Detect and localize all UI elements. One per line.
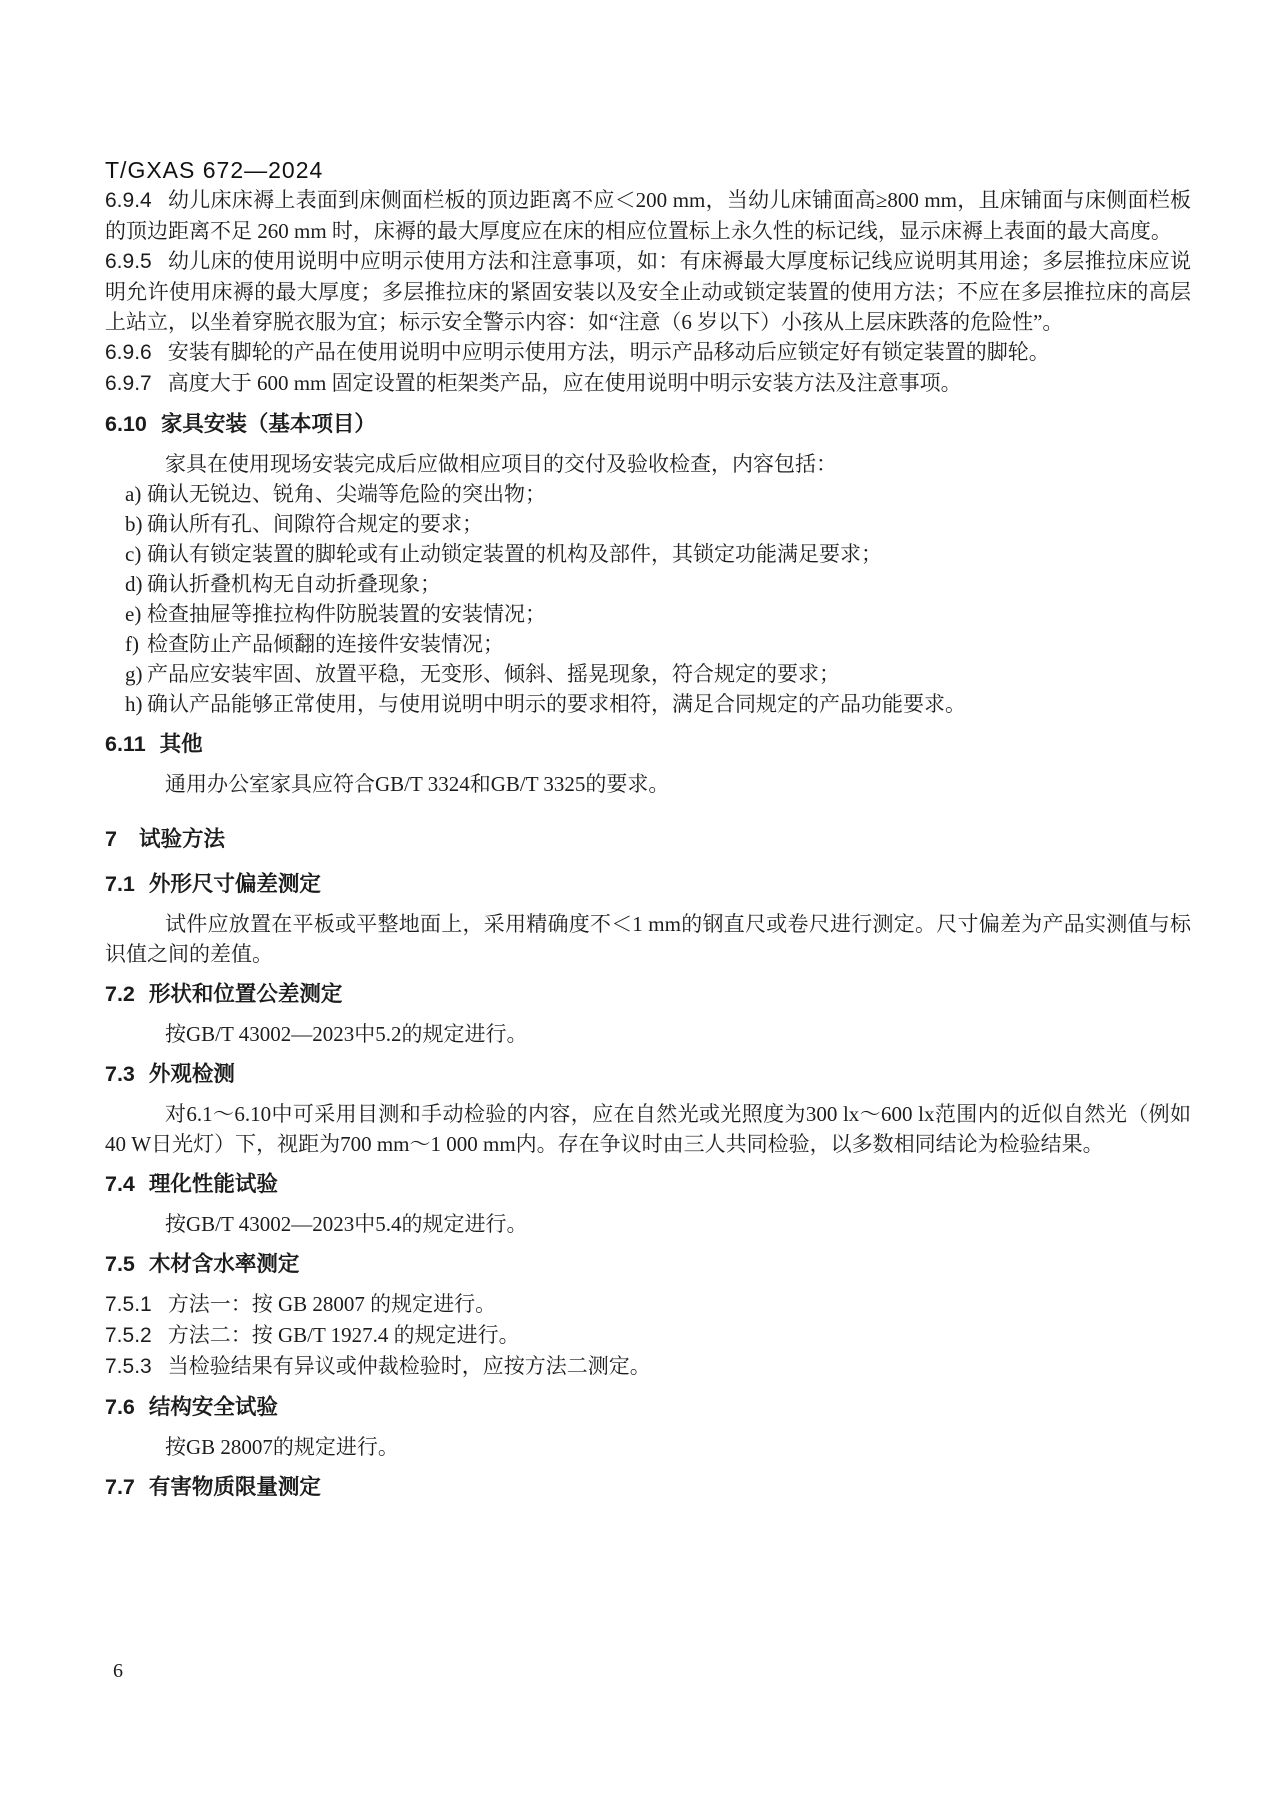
heading-number: 7.4 (105, 1172, 135, 1196)
clause-text: 安装有脚轮的产品在使用说明中应明示使用方法，明示产品移动后应锁定好有锁定装置的脚轮。 (167, 340, 1050, 364)
clause-text: 当检验结果有异议或仲裁检验时，应按方法二测定。 (167, 1354, 651, 1378)
clause-text: 幼儿床的使用说明中应明示使用方法和注意事项，如：有床褥最大厚度标记线应说明其用途；多层推拉床应说明允许使用床褥的最大厚度；多层推拉床的紧固安装以及安全止动或锁定装置的使用方法；不应在多层推拉床的高层上站立，以坐着穿脱衣服为宜；标示安全警示内容：如“注意（6 岁以下）小孩从上层床跌落的危险性”。 (105, 249, 1191, 334)
list-item-label: d) (125, 572, 143, 596)
clause-7-5-3 (105, 1351, 1191, 1382)
heading-number: 6.11 (105, 732, 146, 756)
acceptance-check-list (105, 479, 1191, 719)
heading-title: 结构安全试验 (148, 1395, 278, 1419)
heading-7-2 (105, 979, 1191, 1009)
clause-number: 6.9.4 (105, 189, 152, 212)
clause-number: 7.5.2 (105, 1324, 152, 1347)
list-item-text: 确认产品能够正常使用，与使用说明中明示的要求相符，满足合同规定的产品功能要求。 (147, 692, 966, 716)
list-item (105, 539, 1191, 569)
heading-number: 7.1 (105, 872, 135, 896)
heading-title: 外形尺寸偏差测定 (148, 872, 321, 896)
clause-number: 6.9.5 (105, 250, 152, 273)
list-item-label: f) (125, 632, 139, 656)
list-item-label: h) (125, 692, 143, 716)
list-item-label: g) (125, 662, 143, 686)
list-item-label: a) (125, 482, 142, 506)
paragraph-6-11: 通用办公室家具应符合GB/T 3324和GB/T 3325的要求。 (165, 772, 670, 796)
paragraph-7-6: 按GB 28007的规定进行。 (165, 1435, 399, 1459)
list-item-text: 产品应安装牢固、放置平稳，无变形、倾斜、摇晃现象，符合规定的要求； (147, 662, 840, 686)
heading-7-5 (105, 1249, 1191, 1279)
paragraph-6-10-intro: 家具在使用现场安装完成后应做相应项目的交付及验收检查，内容包括： (165, 452, 837, 476)
list-item (105, 629, 1191, 659)
list-item (105, 659, 1191, 689)
list-item (105, 689, 1191, 719)
heading-6-11 (105, 729, 1191, 759)
heading-7-4 (105, 1169, 1191, 1199)
heading-title: 试验方法 (138, 827, 225, 851)
standard-number: T/GXAS 672—2024 (105, 157, 324, 183)
clause-text: 幼儿床床褥上表面到床侧面栏板的顶边距离不应＜200 mm，当幼儿床铺面高≥800 mm，且床铺面与床侧面栏板的顶边距离不足 260 mm 时，床褥的最大厚度应在床的相应位置标上永久性的标记线，显示床褥上表面的最大高度。 (105, 188, 1191, 243)
heading-number: 7.2 (105, 982, 135, 1006)
list-item (105, 569, 1191, 599)
list-item-text: 检查防止产品倾翻的连接件安装情况； (147, 632, 504, 656)
heading-title: 木材含水率测定 (148, 1252, 300, 1276)
list-item-text: 确认无锐边、锐角、尖端等危险的突出物； (147, 482, 546, 506)
heading-number: 7.7 (105, 1475, 135, 1499)
list-item (105, 599, 1191, 629)
list-item-text: 检查抽屉等推拉构件防脱装置的安装情况； (147, 602, 546, 626)
clause-text: 方法一：按 GB 28007 的规定进行。 (167, 1292, 497, 1316)
heading-number: 7.3 (105, 1062, 135, 1086)
list-item-label: b) (125, 512, 143, 536)
paragraph-7-1: 试件应放置在平板或平整地面上，采用精确度不＜1 mm的钢直尺或卷尺进行测定。尺寸偏差为产品实测值与标识值之间的差值。 (105, 912, 1191, 966)
clause-7-5-2 (105, 1320, 1191, 1351)
page-content (105, 155, 1191, 1512)
clause-6-9-5 (105, 246, 1191, 337)
standard-number-header (105, 155, 1191, 185)
heading-title: 形状和位置公差测定 (148, 982, 343, 1006)
clause-number: 7.5.3 (105, 1355, 152, 1378)
heading-title: 有害物质限量测定 (148, 1475, 321, 1499)
heading-title: 理化性能试验 (148, 1172, 278, 1196)
list-item-text: 确认有锁定装置的脚轮或有止动锁定装置的机构及部件，其锁定功能满足要求； (147, 542, 882, 566)
paragraph-7-2: 按GB/T 43002—2023中5.2的规定进行。 (165, 1022, 528, 1046)
clause-6-9-7 (105, 368, 1191, 399)
heading-title: 家具安装（基本项目） (160, 412, 376, 436)
list-item (105, 509, 1191, 539)
document-body (105, 185, 1191, 1502)
clause-number: 6.9.6 (105, 341, 152, 364)
clause-text: 高度大于 600 mm 固定设置的柜架类产品，应在使用说明中明示安装方法及注意事项。 (167, 371, 962, 395)
heading-7-3 (105, 1059, 1191, 1089)
clause-6-9-4 (105, 185, 1191, 246)
page-number: 6 (113, 1660, 123, 1682)
heading-7-7 (105, 1472, 1191, 1502)
clause-number: 6.9.7 (105, 372, 152, 395)
clause-7-5-1 (105, 1289, 1191, 1320)
list-item-text: 确认折叠机构无自动折叠现象； (147, 572, 441, 596)
heading-7-1 (105, 869, 1191, 899)
paragraph-7-4: 按GB/T 43002—2023中5.4的规定进行。 (165, 1212, 528, 1236)
heading-chapter-7 (105, 824, 1191, 854)
clause-6-9-6 (105, 337, 1191, 368)
heading-title: 其他 (159, 732, 203, 756)
list-item-text: 确认所有孔、间隙符合规定的要求； (147, 512, 483, 536)
list-item-label: e) (125, 602, 142, 626)
heading-number: 7 (105, 827, 117, 851)
heading-number: 7.6 (105, 1395, 135, 1419)
heading-7-6 (105, 1392, 1191, 1422)
paragraph-7-3: 对6.1～6.10中可采用目测和手动检验的内容，应在自然光或光照度为300 lx～600 lx范围内的近似自然光（例如40 W日光灯）下，视距为700 mm～1 000 mm内。存在争议时由三人共同检验，以多数相同结论为检验结果。 (105, 1102, 1191, 1156)
heading-title: 外观检测 (148, 1062, 235, 1086)
heading-number: 7.5 (105, 1252, 135, 1276)
list-item-label: c) (125, 542, 142, 566)
heading-number: 6.10 (105, 412, 147, 436)
clause-text: 方法二：按 GB/T 1927.4 的规定进行。 (167, 1323, 520, 1347)
clause-number: 7.5.1 (105, 1293, 152, 1316)
heading-6-10 (105, 409, 1191, 439)
list-item (105, 479, 1191, 509)
